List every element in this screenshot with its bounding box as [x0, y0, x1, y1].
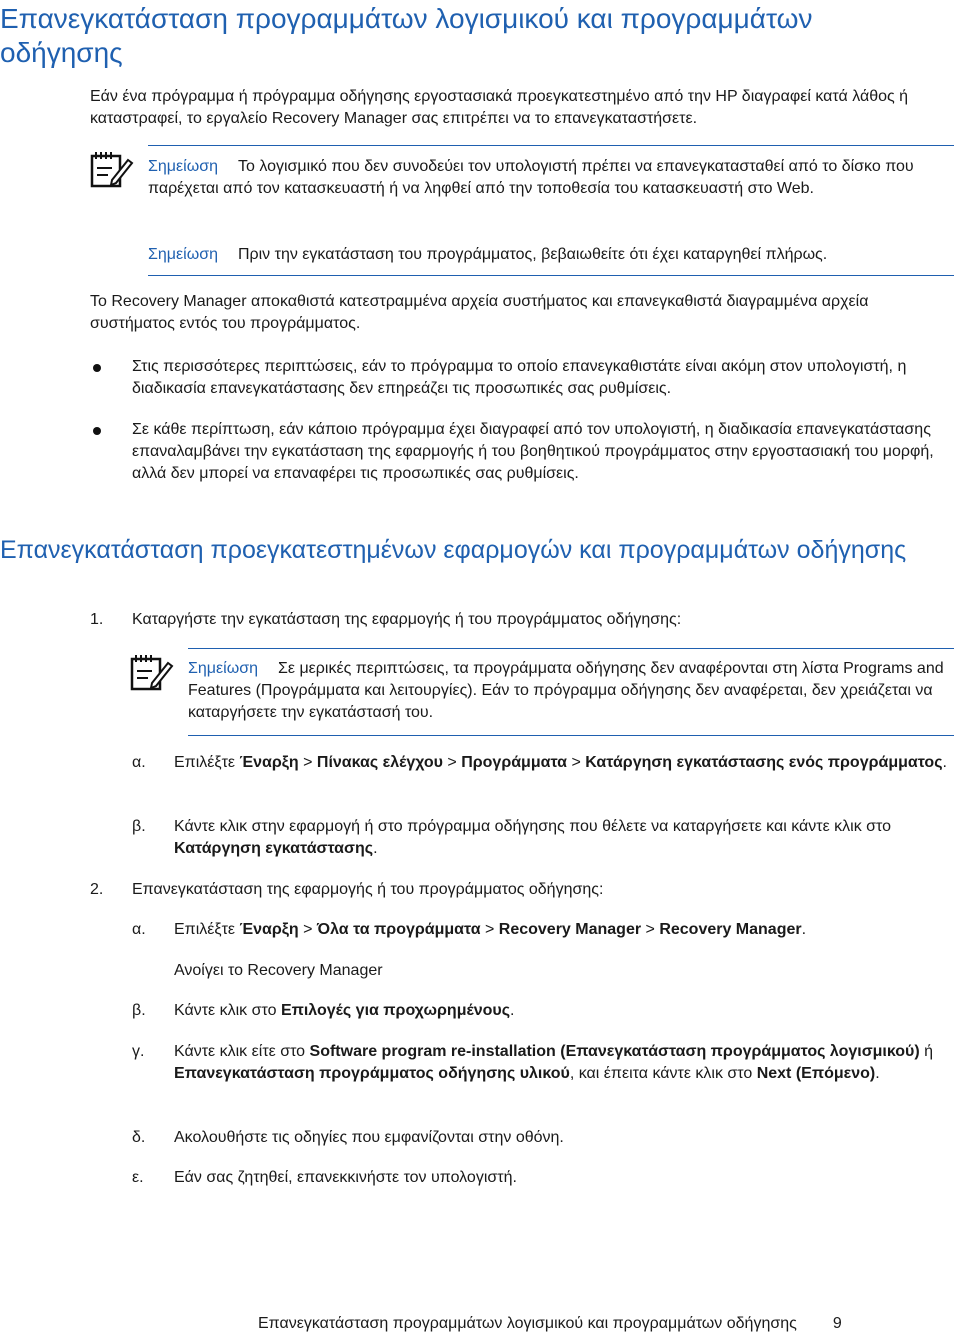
substep-text: Εάν σας ζητηθεί, επανεκκινήστε τον υπολογιστή. — [174, 1169, 517, 1186]
bullet-icon — [93, 427, 101, 435]
page-title: Επανεγκατάσταση προγραμμάτων λογισμικού και προγραμμάτων οδήγησης — [0, 3, 813, 68]
note-label: Σημείωση — [148, 158, 218, 175]
substep-letter: δ. — [132, 1129, 146, 1146]
note-1 — [148, 156, 954, 200]
section-title: Επανεγκατάσταση προεγκατεστημένων εφαρμογών και προγραμμάτων οδήγησης — [0, 536, 907, 564]
substep-text: Επιλέξτε Έναρξη > Όλα τα προγράμματα > Recovery Manager > Recovery Manager. — [174, 921, 807, 938]
note-divider — [148, 145, 954, 146]
note-divider — [188, 648, 954, 649]
note-text: Το λογισμικό που δεν συνοδεύει τον υπολογιστή πρέπει να επανεγκατασταθεί από το δίσκο που παρέχεται από τον κατασκευαστή ή να ληφθεί από την τοποθεσία του κατασκευαστή στο Web. — [148, 158, 914, 197]
bullet-icon — [93, 364, 101, 372]
substep-text: Κάντε κλικ στο Επιλογές για προχωρημένους. — [174, 1002, 515, 1019]
step-text: Επανεγκατάσταση της εφαρμογής ή του προγράμματος οδήγησης: — [132, 881, 604, 898]
substep-letter: β. — [132, 1002, 146, 1019]
substep-letter: α. — [132, 921, 146, 938]
note-label: Σημείωση — [188, 660, 258, 677]
note-text: Σε μερικές περιπτώσεις, τα προγράμματα οδήγησης δεν αναφέρονται στη λίστα Programs and Features (Προγράμματα και λειτουργίες). Εάν το πρόγραμμα οδήγησης δεν αναφέρεται, δεν χρειάζεται να καταργήσετε την εγκατάστασή του. — [188, 660, 944, 721]
substep-text: Κάντε κλικ στην εφαρμογή ή στο πρόγραμμα οδήγησης που θέλετε να καταργήσετε και κάντε κλικ στο Κατάργηση εγκατάστασης. — [174, 818, 892, 857]
recovery-paragraph: Το Recovery Manager αποκαθιστά κατεστραμμένα αρχεία συστήματος και επανεγκαθιστά διαγραμμένα αρχεία συστήματος εντός του προγράμματος. — [90, 293, 869, 332]
bullet-item: Σε κάθε περίπτωση, εάν κάποιο πρόγραμμα έχει διαγραφεί από τον υπολογιστή, η διαδικασία επανεγκατάστασης επαναλαμβάνει την εγκατάσταση της εφαρμογής ή του βοηθητικού προγράμματος στην εργοστασιακή του μορφή, αλλά δεν μπορεί να επαναφέρει τις προσωπικές σας ρυθμίσεις. — [132, 421, 934, 482]
substep-result: Ανοίγει το Recovery Manager — [174, 962, 383, 979]
page-footer — [258, 1313, 958, 1335]
step-number: 2. — [90, 881, 104, 898]
substep-text: Επιλέξτε Έναρξη > Πίνακας ελέγχου > Προγράμματα > Κατάργηση εγκατάστασης ενός προγράμματος. — [174, 754, 947, 771]
step-number: 1. — [90, 611, 104, 628]
note-divider — [148, 275, 954, 276]
note-2 — [148, 244, 954, 266]
bullet-item: Στις περισσότερες περιπτώσεις, εάν το πρόγραμμα το οποίο επανεγκαθιστάτε είναι ακόμη στον υπολογιστή, η διαδικασία επανεγκατάστασης δεν επηρεάζει τις προσωπικές σας ρυθμίσεις. — [132, 358, 907, 397]
substep-letter: β. — [132, 818, 146, 835]
substep-letter: α. — [132, 754, 146, 771]
note-3 — [188, 658, 954, 724]
page-number: 9 — [832, 1315, 842, 1332]
substep-letter: γ. — [132, 1043, 145, 1060]
footer-text: Επανεγκατάσταση προγραμμάτων λογισμικού και προγραμμάτων οδήγησης — [258, 1315, 797, 1332]
note-icon — [90, 150, 134, 190]
step-text: Καταργήστε την εγκατάσταση της εφαρμογής ή του προγράμματος οδήγησης: — [132, 611, 682, 628]
note-divider — [188, 735, 954, 736]
note-icon — [130, 653, 174, 693]
substep-text: Ακολουθήστε τις οδηγίες που εμφανίζονται στην οθόνη. — [174, 1129, 564, 1146]
substep-text: Κάντε κλικ είτε στο Software program re-installation (Επανεγκατάσταση προγράμματος λογισμικού) ή Επανεγκατάσταση προγράμματος οδήγησης υλικού, και έπειτα κάντε κλικ στο Next (Επόμενο). — [174, 1043, 934, 1082]
intro-paragraph: Εάν ένα πρόγραμμα ή πρόγραμμα οδήγησης εργοστασιακά προεγκατεστημένο από την HP διαγραφεί κατά λάθος ή καταστραφεί, το εργαλείο Recovery Manager σας επιτρέπει να το επανεγκαταστήσετε. — [90, 88, 909, 127]
note-label: Σημείωση — [148, 246, 218, 263]
note-text: Πριν την εγκατάσταση του προγράμματος, βεβαιωθείτε ότι έχει καταργηθεί πλήρως. — [237, 246, 828, 263]
substep-letter: ε. — [132, 1169, 144, 1186]
